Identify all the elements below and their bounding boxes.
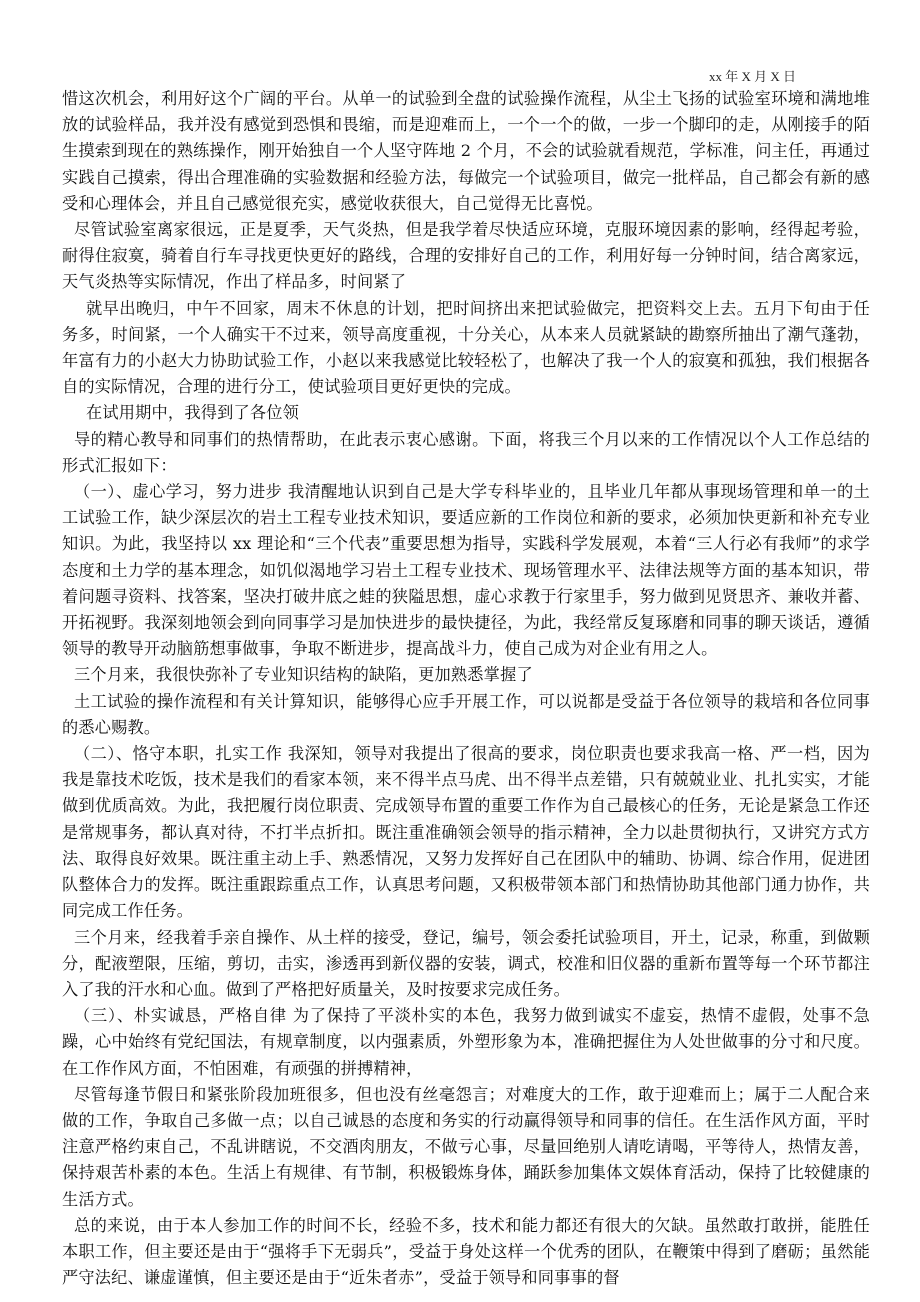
paragraph: （一）、虚心学习，努力进步 我清醒地认识到自己是大学专科毕业的，且毕业几年都从事现场管理和单一的土工试验工作，缺少深层次的岩土工程专业技术知识，要适应新的工作岗位和新的要求，必须加快更新和补充专业知识。为此，我坚持以 xx 理论和“三个代表”重要思想为指导，实践科学发展观，本着“三人行必有我师”的求学态度和土力学的基本理念，如饥似渴地学习岩土工程专业技术、现场管理水平、法律法规等方面的基本知识，带着问题寻资料、找答案，坚决打破井底之蛙的狭隘思想，虚心求教于行家里手，努力做到见贤思齐、兼收并蓄、开拓视野。我深刻地领会到向同事学习是加快进步的最快捷径，为此，我经常反复琢磨和同事的聊天谈话，遵循领导的教导开动脑筋想事做事，争取不断进步，提高战斗力，使自己成为对企业有用之人。 <box>62 482 870 659</box>
paragraph: 尽管每逢节假日和紧张阶段加班很多，但也没有丝毫怨言；对难度大的工作，敢于迎难而上；属于二人配合来做的工作，争取自己多做一点；以自己诚恳的态度和务实的行动赢得领导和同事的信任。在生活作风方面，平时注意严格约束自己，不乱讲瞎说，不交酒肉朋友，不做亏心事，尽量回绝别人请吃请喝，平等待人，热情友善，保持艰苦朴素的本色。生活上有规律、有节制，积极锻炼身体，踊跃参加集体文娱体育活动，保持了比较健康的生活方式。 <box>62 1084 870 1209</box>
paragraph: 三个月来，经我着手亲自操作、从土样的接受，登记，编号，领会委托试验项目，开土，记录，称重，到做颗分，配液塑限，压缩，剪切，击实，渗透再到新仪器的安装，调式，校准和旧仪器的重新布置等每一个环节都注入了我的汗水和心血。做到了严格把好质量关，及时按要求完成任务。 <box>62 927 870 999</box>
paragraph: 尽管试验室离家很远，正是夏季，天气炎热，但是我学着尽快适应环境，克服环境因素的影响，经得起考验，耐得住寂寞，骑着自行车寻找更快更好的路线，合理的安排好自己的工作，利用好每一分钟时间，结合离家远，天气炎热等实际情况，作出了样品多，时间紧了 <box>62 220 870 292</box>
paragraph: 就早出晚归，中午不回家，周末不休息的计划，把时间挤出来把试验做完，把资料交上去。五月下旬由于任务多，时间紧，一个人确实干不过来，领导高度重视，十分关心，从本来人员就紧缺的勘察所抽出了潮气蓬勃，年富有力的小赵大力协助试验工作，小赵以来我感觉比较轻松了，也解决了我一个人的寂寞和孤独，我们根据各自的实际情况，合理的进行分工，使试验项目更好更快的完成。 <box>62 298 870 397</box>
paragraph: 惜这次机会，利用好这个广阔的平台。从单一的试验到全盘的试验操作流程，从尘土飞扬的试验室环境和满地堆放的试验样品，我并没有感觉到恐惧和畏缩，而是迎难而上，一个一个的做，一步一个脚印的走，从刚接手的陌生摸索到现在的熟练操作，刚开始独自一个人坚守阵地 2 个月，不会的试验就看规范，学标准，问主任，再通过实践自己摸索，得出合理准确的实验数据和经验方法，每做完一个试验项目，做完一批样品，自己都会有新的感受和心理体会，并且自己感觉很充实，感觉收获很大，自己觉得无比喜悦。 <box>62 89 870 213</box>
header-date: xx 年 X 月 X 日 <box>708 69 796 84</box>
document-body <box>62 86 870 1291</box>
paragraph: 三个月来，我很快弥补了专业知识结构的缺陷，更加熟悉掌握了 <box>74 665 533 685</box>
paragraph: 导的精心教导和同事们的热情帮助，在此表示衷心感谢。下面，将我三个月以来的工作情况以个人工作总结的形式汇报如下： <box>62 429 870 475</box>
paragraph: 在试用期中，我得到了各位领 <box>86 403 300 423</box>
paragraph: 土工试验的操作流程和有关计算知识，能够得心应手开展工作，可以说都是受益于各位领导的栽培和各位同事的悉心赐教。 <box>62 691 870 737</box>
paragraph: （二）、恪守本职，扎实工作 我深知，领导对我提出了很高的要求，岗位职责也要求我高一格、严一档，因为我是靠技术吃饭，技术是我们的看家本领，来不得半点马虎、出不得半点差错，只有兢兢业业、扎扎实实，才能做到优质高效。为此，我把履行岗位职责、完成领导布置的重要工作作为自己最核心的任务，无论是紧急工作还是常规事务，都认真对待，不打半点折扣。既注重准确领会领导的指示精神，全力以赴贯彻执行，又讲究方式方法、取得良好效果。既注重主动上手、熟悉情况，又努力发挥好自己在团队中的辅助、协调、综合作用，促进团队整体合力的发挥。既注重跟踪重点工作，认真思考问题，又积极带领本部门和热情协助其他部门通力协作，共同完成工作任务。 <box>62 744 870 921</box>
paragraph: （三）、朴实诚恳，严格自律 为了保持了平淡朴实的本色，我努力做到诚实不虚妄，热情不虚假，处事不急躁，心中始终有党纪国法，有规章制度，以内强素质，外塑形象为本，准确把握住为人处世做事的分寸和尺度。在工作作风方面，不怕困难，有顽强的拼搏精神， <box>62 1006 870 1078</box>
paragraph: 总的来说，由于本人参加工作的时间不长，经验不多，技术和能力都还有很大的欠缺。虽然敢打敢拼，能胜任本职工作，但主要还是由于“强将手下无弱兵”，受益于身处这样一个优秀的团队，在鞭策中得到了磨砺；虽然能严守法纪、谦虚谨慎，但主要还是由于“近朱者赤”，受益于领导和同事事的督 <box>62 1215 870 1288</box>
